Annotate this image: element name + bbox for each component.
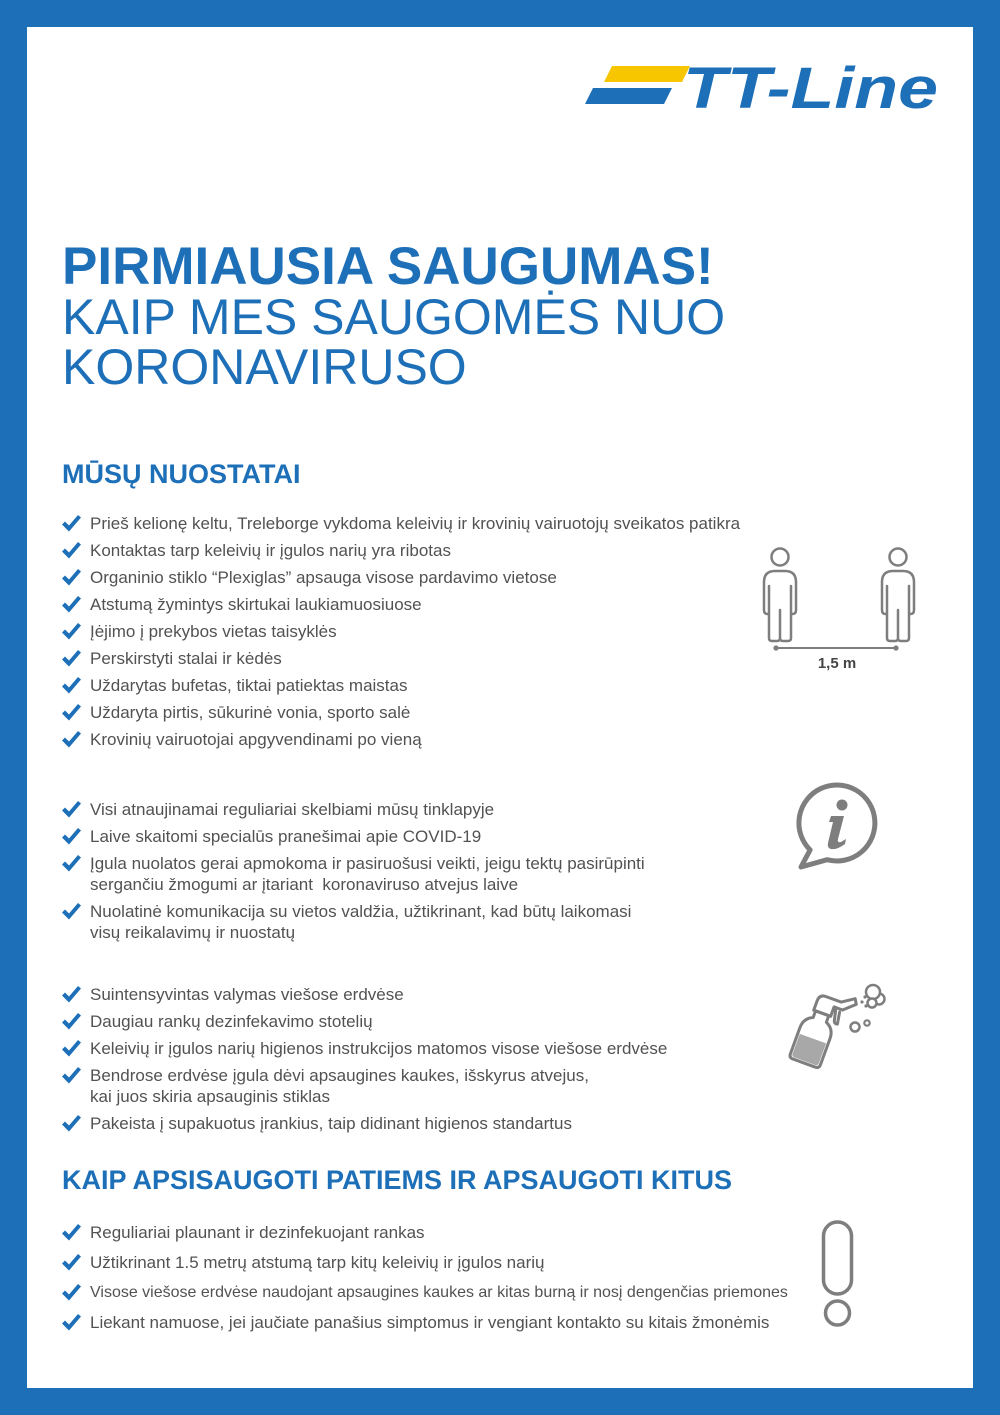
logo-yellow-stripe: [604, 66, 690, 82]
list-item-text: kai juos skiria apsauginis stiklas: [90, 1087, 330, 1106]
info-dot: [837, 800, 848, 811]
checkmark-icon: [62, 596, 81, 613]
list-item: [62, 540, 740, 561]
list-item: [62, 513, 740, 534]
person-body: [764, 571, 796, 641]
list-item-text: Reguliariai plaunant ir dezinfekuojant rankas: [90, 1223, 425, 1242]
checkmark-icon: [62, 1314, 81, 1331]
checkmark-icon: [62, 1254, 81, 1271]
checkmark-icon: [62, 1040, 81, 1057]
mist-bubble: [851, 1023, 860, 1032]
checkmark-icon: [62, 731, 81, 748]
list-item: [62, 621, 740, 642]
person-body: [882, 571, 914, 641]
logo-wordmark: TT-Line: [683, 60, 938, 115]
checkmark-icon: [62, 1067, 81, 1084]
distance-line-end: [773, 645, 778, 650]
checkmark-icon: [62, 650, 81, 667]
checkmark-icon: [62, 677, 81, 694]
person-left-figure: [764, 549, 796, 642]
list-item: [62, 853, 645, 895]
checkmark-icon: [62, 515, 81, 532]
page-title: [62, 237, 726, 395]
checkmark-icon: [62, 903, 81, 920]
list-item-text: Uždarytas bufetas, tiktai patiektas maistas: [90, 676, 408, 695]
list-item-text: Perskirstyti stalai ir kėdės: [90, 649, 282, 668]
spray-bottle: [789, 984, 858, 1073]
title-line-1: PIRMIAUSIA SAUGUMAS!: [62, 237, 714, 296]
list-item-text: Organinio stiklo “Plexiglas” apsauga visose pardavimo vietose: [90, 568, 557, 587]
mist-bubble: [866, 985, 880, 999]
list-item-text: Daugiau rankų dezinfekavimo stotelių: [90, 1012, 373, 1031]
policies-information-list: [62, 799, 645, 949]
list-item: [62, 729, 740, 750]
list-item-text: Suintensyvintas valymas viešose erdvėse: [90, 985, 404, 1004]
list-item-text: Kontaktas tarp keleivių ir įgulos narių yra ribotas: [90, 541, 451, 560]
list-item: [62, 702, 740, 723]
list-item-text: Nuolatinė komunikacija su vietos valdžia, užtikrinant, kad būtų laikomasi: [90, 902, 632, 921]
checkmark-icon: [62, 542, 81, 559]
list-item: [62, 1011, 667, 1032]
self-protection-heading: KAIP APSISAUGOTI PATIEMS IR APSAUGOTI KITUS: [62, 1165, 733, 1195]
exclamation-dot: [826, 1301, 850, 1325]
list-item-text: Visose viešose erdvėse naudojant apsaugines kaukes ar kitas burną ir nosį dengenčias priemones: [90, 1284, 788, 1301]
exclamation-icon: [818, 1218, 858, 1333]
list-item: [62, 675, 740, 696]
exclamation-bar: [824, 1222, 852, 1294]
list-item-text: Bendrose erdvėse įgula dėvi apsaugines kaukes, išskyrus atvejus,: [90, 1066, 589, 1085]
spray-bottle-icon: [785, 975, 890, 1067]
checkmark-icon: [62, 801, 81, 818]
info-bubble-icon: [790, 780, 885, 875]
list-item-text: Liekant namuose, jei jaučiate panašius simptomus ir vengiant kontakto su kitais žmonėmis: [90, 1313, 770, 1332]
list-item: [62, 1065, 667, 1107]
checkmark-icon: [62, 623, 81, 640]
list-item: [62, 901, 645, 943]
checkmark-icon: [62, 1224, 81, 1241]
list-item-text: Visi atnaujinamai reguliariai skelbiami mūsų tinklapyje: [90, 800, 495, 819]
mist-dot: [860, 1000, 863, 1003]
self-protection-list: [62, 1222, 788, 1342]
distance-line-end: [893, 645, 898, 650]
list-item-text: Užtikrinant 1.5 metrų atstumą tarp kitų keleivių ir įgulos narių: [90, 1253, 545, 1272]
checkmark-icon: [62, 1284, 81, 1301]
policies-heading: MŪSŲ NUOSTATAI: [62, 459, 301, 489]
person-right-figure: [882, 549, 914, 642]
list-item-text: Pakeista į supakuotus įrankius, taip didinant higienos standartus: [90, 1114, 572, 1133]
distance-line: [773, 645, 898, 650]
social-distance-icon: [755, 540, 925, 675]
list-item-text: Prieš kelionę keltu, Treleborge vykdoma keleivių ir krovinių vairuotojų sveikatos patikra: [90, 514, 741, 533]
title-line-3: KORONAVIRUSO: [62, 339, 467, 395]
checkmark-icon: [62, 855, 81, 872]
policies-distancing-list: [62, 513, 740, 756]
list-item-text: Keleivių ir įgulos narių higienos instrukcijos matomos visose viešose erdvėse: [90, 1039, 668, 1058]
logo-blue-stripe: [585, 88, 672, 104]
list-item: [62, 799, 645, 820]
brand-logo: [580, 60, 945, 115]
checkmark-icon: [62, 1013, 81, 1030]
list-item: [62, 1282, 788, 1303]
person-head: [890, 549, 907, 566]
list-item: [62, 1113, 667, 1134]
list-item-text: Atstumą žymintys skirtukai laukiamuosiuose: [90, 595, 422, 614]
mist-bubble: [864, 1020, 869, 1025]
list-item: [62, 1222, 788, 1243]
checkmark-icon: [62, 1115, 81, 1132]
list-item-text: Laive skaitomi specialūs pranešimai apie COVID-19: [90, 827, 482, 846]
list-item: [62, 1038, 667, 1059]
list-item: [62, 648, 740, 669]
list-item: [62, 594, 740, 615]
checkmark-icon: [62, 986, 81, 1003]
list-item-text: Įėjimo į prekybos vietas taisyklės: [90, 622, 337, 641]
list-item-text: Uždaryta pirtis, sūkurinė vonia, sporto salė: [90, 703, 411, 722]
list-item-text: Krovinių vairuotojai apgyvendinami po vieną: [90, 730, 422, 749]
spray-mist: [851, 985, 885, 1032]
mist-bubble: [868, 999, 877, 1008]
list-item: [62, 826, 645, 847]
checkmark-icon: [62, 569, 81, 586]
title-line-2: KAIP MES SAUGOMĖS NUO: [62, 289, 726, 345]
list-item-text: visų reikalavimų ir nuostatų: [90, 923, 296, 942]
list-item-text: Įgula nuolatos gerai apmokoma ir pasiruošusi veikti, jeigu tektų pasirūpinti: [90, 854, 645, 873]
person-head: [772, 549, 789, 566]
list-item: [62, 567, 740, 588]
list-item: [62, 1312, 788, 1333]
list-item: [62, 984, 667, 1005]
list-item-text: sergančiu žmogumi ar įtariant koronaviruso atvejus laive: [90, 875, 519, 894]
checkmark-icon: [62, 828, 81, 845]
checkmark-icon: [62, 704, 81, 721]
info-stem: [828, 816, 846, 849]
policies-hygiene-list: [62, 984, 667, 1140]
distance-label: 1,5 m: [817, 655, 857, 672]
list-item: [62, 1252, 788, 1273]
